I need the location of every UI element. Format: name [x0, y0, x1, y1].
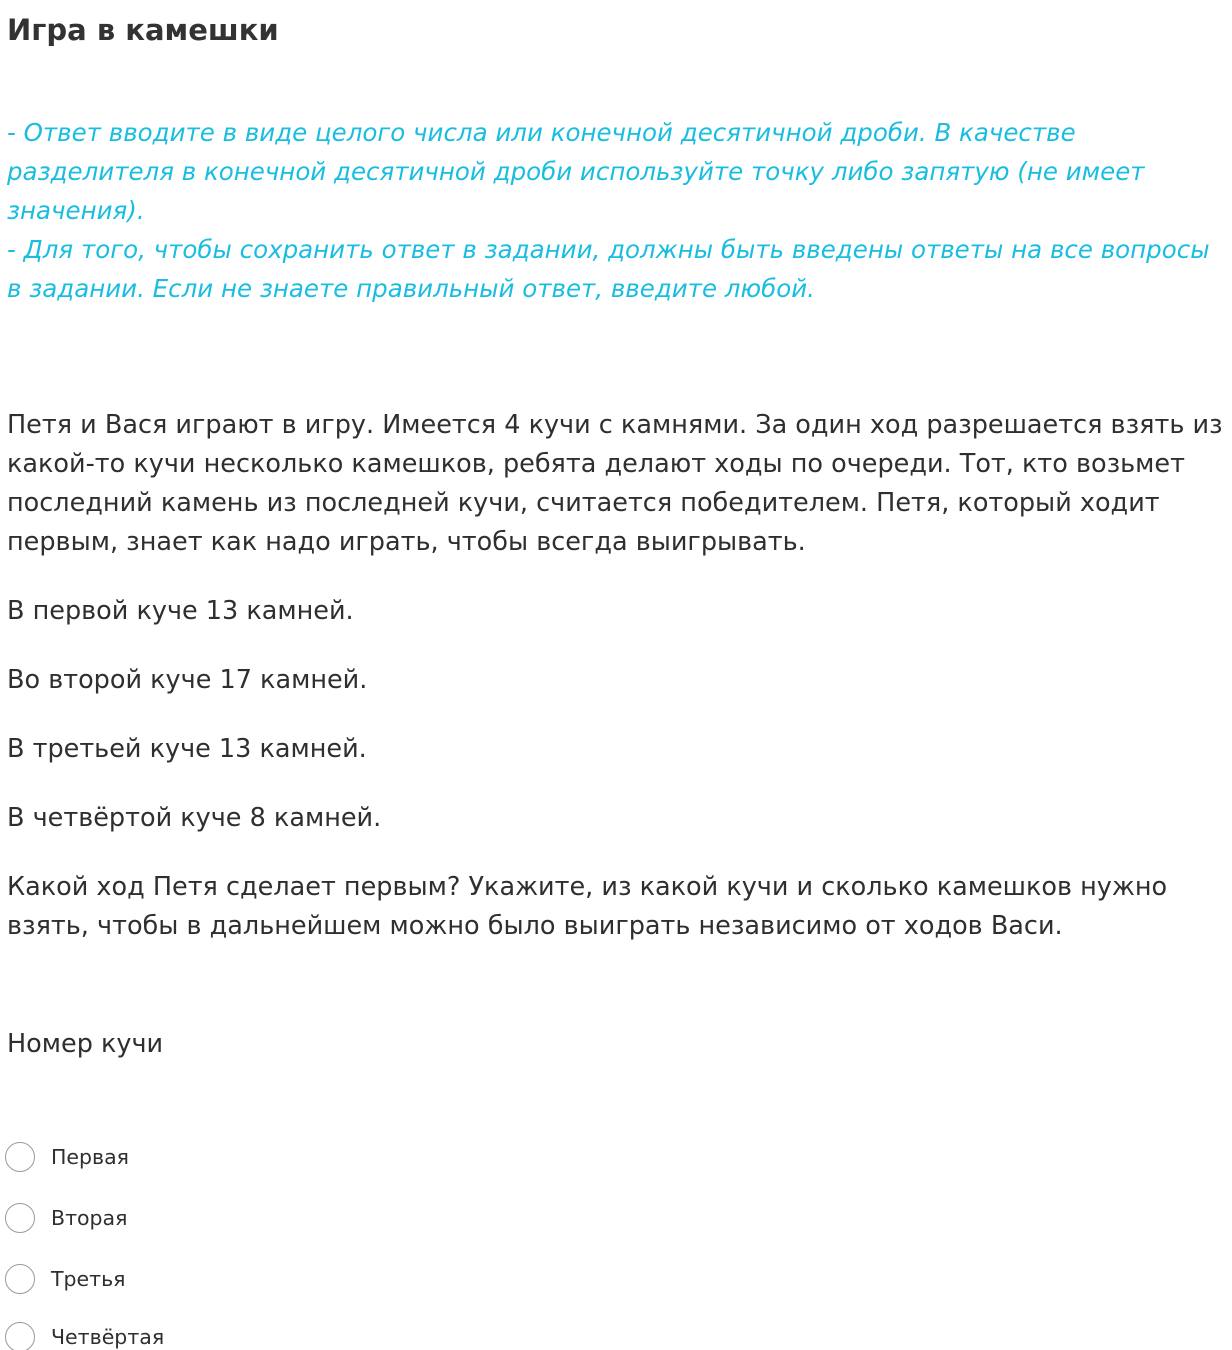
option-second[interactable]	[5, 1201, 127, 1235]
option-third[interactable]	[5, 1262, 126, 1296]
instructions-block	[7, 113, 1227, 308]
question-line: Какой ход Петя сделает первым? Укажите, из какой кучи и сколько камешков нужно	[7, 872, 1168, 902]
option-label[interactable]: Третья	[51, 1267, 126, 1291]
radio-button[interactable]	[5, 1203, 35, 1233]
task-title: Игра в камешки	[7, 13, 279, 47]
pile-4-text: В четвёртой куче 8 камней.	[7, 803, 382, 833]
instruction-line: разделителя в конечной десятичной дроби используйте точку либо запятую (не имеет	[7, 157, 1145, 186]
option-label[interactable]: Четвёртая	[51, 1325, 165, 1349]
problem-line: какой-то кучи несколько камешков, ребята делают ходы по очереди. Тот, кто возьмет	[7, 449, 1185, 479]
instruction-line: значения).	[7, 196, 145, 225]
question-line: взять, чтобы в дальнейшем можно было выиграть независимо от ходов Васи.	[7, 911, 1063, 941]
option-fourth[interactable]	[5, 1320, 164, 1350]
radio-button[interactable]	[5, 1142, 35, 1172]
problem-statement	[7, 406, 1227, 562]
instruction-line: в задании. Если не знаете правильный ответ, введите любой.	[7, 274, 815, 303]
pile-1-text: В первой куче 13 камней.	[7, 596, 354, 626]
instruction-line: - Для того, чтобы сохранить ответ в задании, должны быть введены ответы на все вопросы	[7, 235, 1210, 264]
problem-line: первым, знает как надо играть, чтобы всегда выигрывать.	[7, 527, 806, 557]
pile-2-text: Во второй куче 17 камней.	[7, 665, 368, 695]
option-first[interactable]	[5, 1140, 129, 1174]
question-text	[7, 868, 1227, 946]
option-label[interactable]: Первая	[51, 1145, 130, 1169]
option-label[interactable]: Вторая	[51, 1206, 128, 1230]
pile-3-text: В третьей куче 13 камней.	[7, 734, 367, 764]
problem-line: Петя и Вася играют в игру. Имеется 4 кучи с камнями. За один ход разрешается взять из	[7, 410, 1223, 440]
radio-button[interactable]	[5, 1264, 35, 1294]
instruction-line: - Ответ вводите в виде целого числа или конечной десятичной дроби. В качестве	[7, 118, 1076, 147]
answer-label: Номер кучи	[7, 1029, 164, 1059]
radio-button[interactable]	[5, 1322, 35, 1350]
problem-line: последний камень из последней кучи, считается победителем. Петя, который ходит	[7, 488, 1160, 518]
